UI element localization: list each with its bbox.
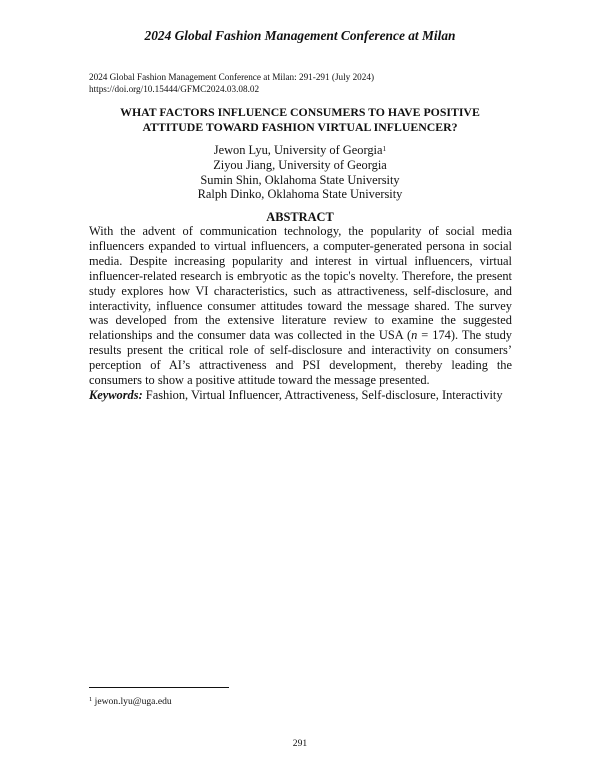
doi-line: https://doi.org/10.15444/GFMC2024.03.08.02 <box>89 84 260 94</box>
footnote-divider <box>89 687 229 688</box>
paper-title <box>0 105 600 134</box>
abstract-text-part: With the advent of communication technology, the popularity of social media influencers expanded to virtual influencers, a computer-generated persona in social media. Despite increasing popularity and interest in virtual influencers, virtual influencer-related research is embryotic as the topic's novelty. Therefore, the present study explores how VI characteristics, such as attractiveness, self-disclosure, and interactivity, influence consumer attitudes toward the message shared. The survey was developed from the extensive literature review to examine the suggested relationships and the consumer data was collected in the USA ( <box>89 224 512 343</box>
running-head: 2024 Global Fashion Management Conference at Milan <box>144 28 456 43</box>
keywords-text: Fashion, Virtual Influencer, Attractiveness, Self-disclosure, Interactivity <box>142 388 503 402</box>
page-number: 291 <box>292 738 308 749</box>
footnote-mark: 1 <box>382 144 387 153</box>
keywords-label: Keywords: <box>89 388 143 402</box>
author-2: Ziyou Jiang, University of Georgia <box>213 157 387 172</box>
title-line: WHAT FACTORS INFLUENCE CONSUMERS TO HAVE POSITIVE <box>120 105 480 119</box>
footnote-email: jewon.lyu@uga.edu <box>92 696 172 707</box>
abstract-text <box>89 224 512 388</box>
footnote-mark: 1 <box>89 696 93 703</box>
author-name: Jewon Lyu, University of Georgia <box>213 143 383 157</box>
abstract-heading: ABSTRACT <box>266 210 334 224</box>
author-3: Sumin Shin, Oklahoma State University <box>200 172 400 187</box>
footnote <box>89 696 172 707</box>
abstract-text-part: = 174). The study results present the critical role of self-disclosure and interactivity on consumers’ perception of AI’s attractiveness and PSI development, thereby leading the consumers to show a positive attitude toward the message presented. <box>89 328 512 388</box>
sample-size-symbol: n <box>411 328 418 343</box>
title-line: ATTITUDE TOWARD FASHION VIRTUAL INFLUENCER? <box>142 119 458 134</box>
author-1 <box>0 143 600 158</box>
citation-line: 2024 Global Fashion Management Conference at Milan: 291-291 (July 2024) <box>89 72 375 82</box>
citation-block <box>89 71 374 95</box>
author-list <box>0 143 600 202</box>
keywords <box>89 388 512 403</box>
author-4: Ralph Dinko, Oklahoma State University <box>197 187 403 202</box>
